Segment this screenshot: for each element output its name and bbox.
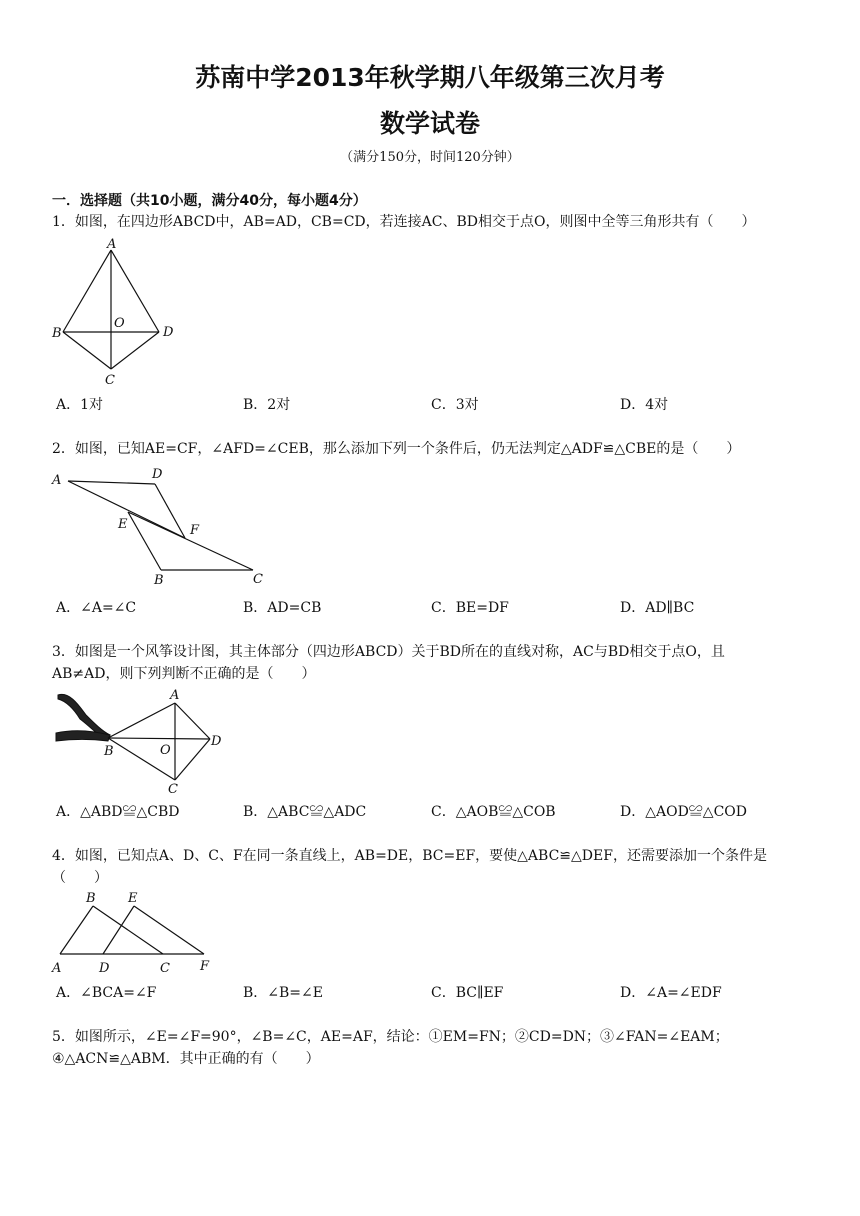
- question-4-figure: [48, 888, 228, 978]
- q3-label-a: A: [170, 688, 180, 703]
- q4-option-c[interactable]: C．BC∥EF: [431, 985, 504, 1001]
- q3-label-d: D: [211, 734, 222, 749]
- q1-label-c: C: [105, 373, 115, 388]
- exam-note: （满分150分，时间120分钟）: [340, 150, 520, 165]
- q4-label-a: A: [52, 961, 62, 976]
- q3-label-c: C: [168, 782, 178, 797]
- q4-option-b[interactable]: B．∠B=∠E: [243, 985, 323, 1001]
- q3-option-c[interactable]: C．△AOB≌△COB: [431, 804, 556, 820]
- q4-label-e: E: [128, 891, 138, 906]
- q4-label-c: C: [160, 961, 170, 976]
- question-3-figure: [50, 687, 240, 797]
- q2-option-a[interactable]: A．∠A=∠C: [56, 600, 137, 616]
- q2-label-f: F: [190, 523, 200, 538]
- q3-label-b: B: [104, 744, 114, 759]
- q1-option-b[interactable]: B．2对: [243, 397, 291, 413]
- q2-label-d: D: [152, 467, 163, 482]
- q3-option-a[interactable]: A．△ABD≌△CBD: [56, 804, 180, 820]
- question-3-text-line-2: AB≠AD，则下列判断不正确的是（ ）: [52, 666, 316, 682]
- q2-label-e: E: [118, 517, 128, 532]
- question-1-figure: [48, 238, 188, 388]
- q3-option-b[interactable]: B．△ABC≌△ADC: [243, 804, 367, 820]
- question-2-text: 2．如图，已知AE=CF，∠AFD=∠CEB，那么添加下列一个条件后，仍无法判定△ADF≌△CBE的是（ ）: [52, 441, 741, 457]
- q1-label-a: A: [107, 237, 117, 252]
- q2-option-d[interactable]: D．AD∥BC: [620, 600, 695, 616]
- q2-option-b[interactable]: B．AD=CB: [243, 600, 322, 616]
- question-5-text-line-1: 5．如图所示，∠E=∠F=90°，∠B=∠C，AE=AF，结论：①EM=FN；②CD=DN；③∠FAN=∠EAM；: [52, 1029, 729, 1045]
- question-3-text-line-1: 3．如图是一个风筝设计图，其主体部分（四边形ABCD）关于BD所在的直线对称，AC与BD相交于点O，且: [52, 644, 725, 660]
- q4-option-a[interactable]: A．∠BCA=∠F: [56, 985, 157, 1001]
- q4-label-f: F: [200, 959, 210, 974]
- q1-label-o: O: [114, 316, 125, 331]
- q3-option-d[interactable]: D．△AOD≌△COD: [620, 804, 747, 820]
- q1-option-a[interactable]: A．1对: [56, 397, 104, 413]
- q3-label-o: O: [160, 743, 171, 758]
- question-4-text-line-2: （ ）: [52, 870, 108, 886]
- q1-option-d[interactable]: D．4对: [620, 397, 669, 413]
- q4-label-b: B: [86, 891, 96, 906]
- section-heading: 一．选择题（共10小题，满分40分，每小题4分）: [52, 193, 367, 209]
- question-1-text: 1．如图，在四边形ABCD中，AB=AD，CB=CD，若连接AC、BD相交于点O，则图中全等三角形共有（ ）: [52, 214, 756, 230]
- question-4-text-line-1: 4．如图，已知点A、D、C、F在同一条直线上，AB=DE，BC=EF，要使△ABC≌△DEF，还需要添加一个条件是: [52, 848, 767, 864]
- question-5-text-line-2: ④△ACN≌△ABM．其中正确的有（ ）: [52, 1051, 320, 1067]
- q2-option-c[interactable]: C．BE=DF: [431, 600, 509, 616]
- q4-option-d[interactable]: D．∠A=∠EDF: [620, 985, 722, 1001]
- q4-label-d: D: [99, 961, 110, 976]
- q1-option-c[interactable]: C．3对: [431, 397, 479, 413]
- q2-label-a: A: [52, 473, 62, 488]
- exam-title: 苏南中学2013年秋学期八年级第三次月考: [195, 63, 665, 92]
- question-2-figure: [48, 462, 278, 587]
- q2-label-c: C: [253, 572, 263, 587]
- q2-label-b: B: [154, 573, 164, 588]
- q1-label-b: B: [52, 326, 62, 341]
- q1-label-d: D: [163, 325, 174, 340]
- exam-subtitle: 数学试卷: [379, 109, 480, 138]
